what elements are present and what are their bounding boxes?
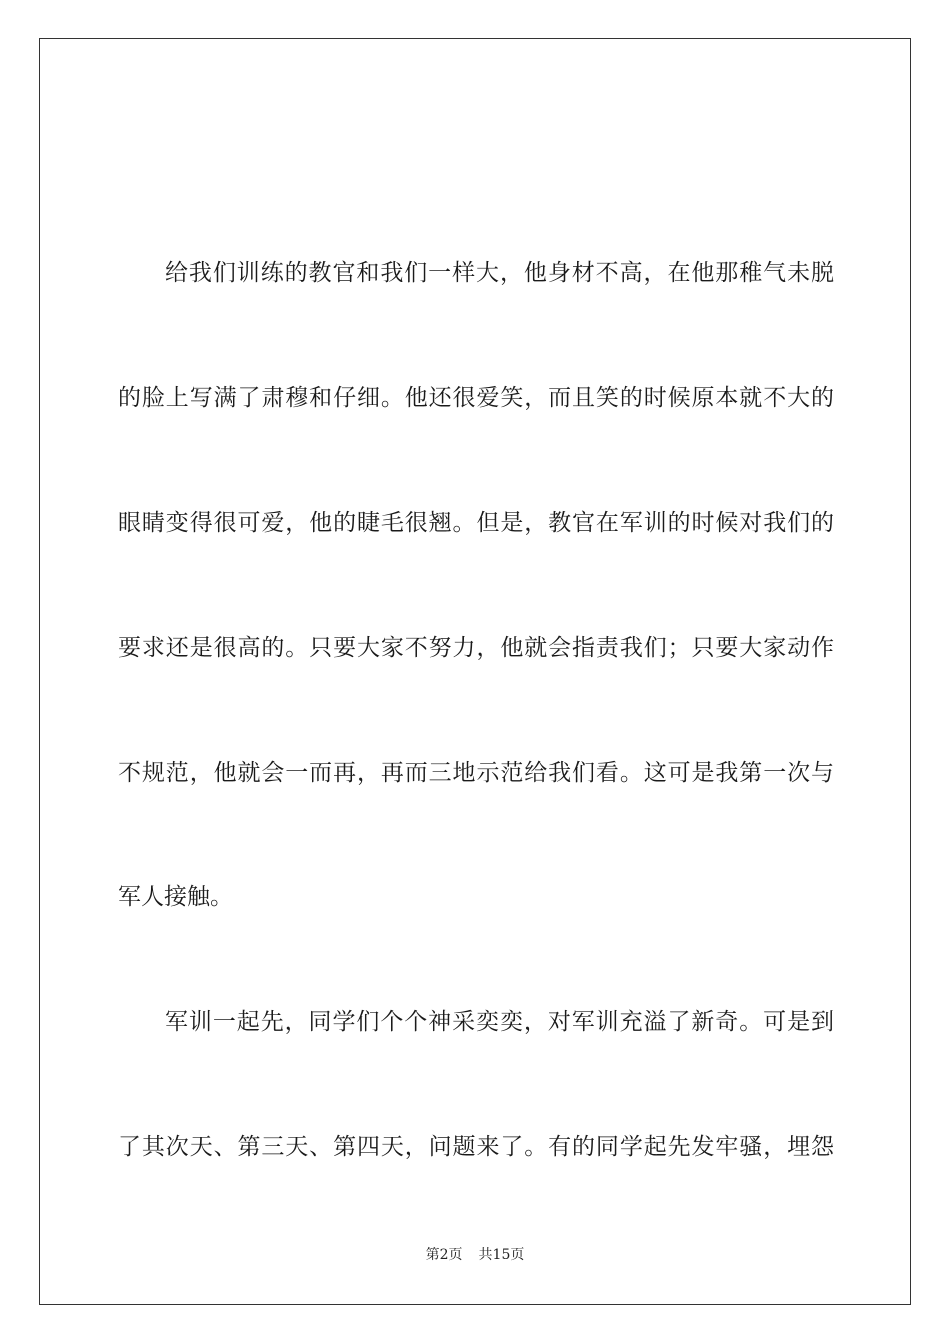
paragraph-1-line-3: 眼睛变得很可爱，他的睫毛很翘。但是，教官在军训的时候对我们的	[118, 510, 834, 536]
page-border	[39, 38, 911, 1305]
page-footer	[0, 1246, 950, 1264]
paragraph-1-line-2: 的脸上写满了肃穆和仔细。他还很爱笑，而且笑的时候原本就不大的	[118, 385, 834, 411]
paragraph-1-line-6: 军人接触。	[118, 884, 233, 910]
page-total: 共15页	[478, 1247, 525, 1263]
page-number: 第2页	[425, 1247, 463, 1263]
paragraph-1-line-4: 要求还是很高的。只要大家不努力，他就会指责我们；只要大家动作	[118, 635, 834, 661]
paragraph-2-line-1: 军训一起先，同学们个个神采奕奕，对军训充溢了新奇。可是到	[165, 1009, 834, 1035]
paragraph-2-line-2: 了其次天、第三天、第四天，问题来了。有的同学起先发牢骚，埋怨	[118, 1134, 834, 1160]
paragraph-1-line-5: 不规范，他就会一而再，再而三地示范给我们看。这可是我第一次与	[118, 760, 834, 786]
paragraph-1-line-1: 给我们训练的教官和我们一样大，他身材不高，在他那稚气未脱	[165, 260, 834, 286]
